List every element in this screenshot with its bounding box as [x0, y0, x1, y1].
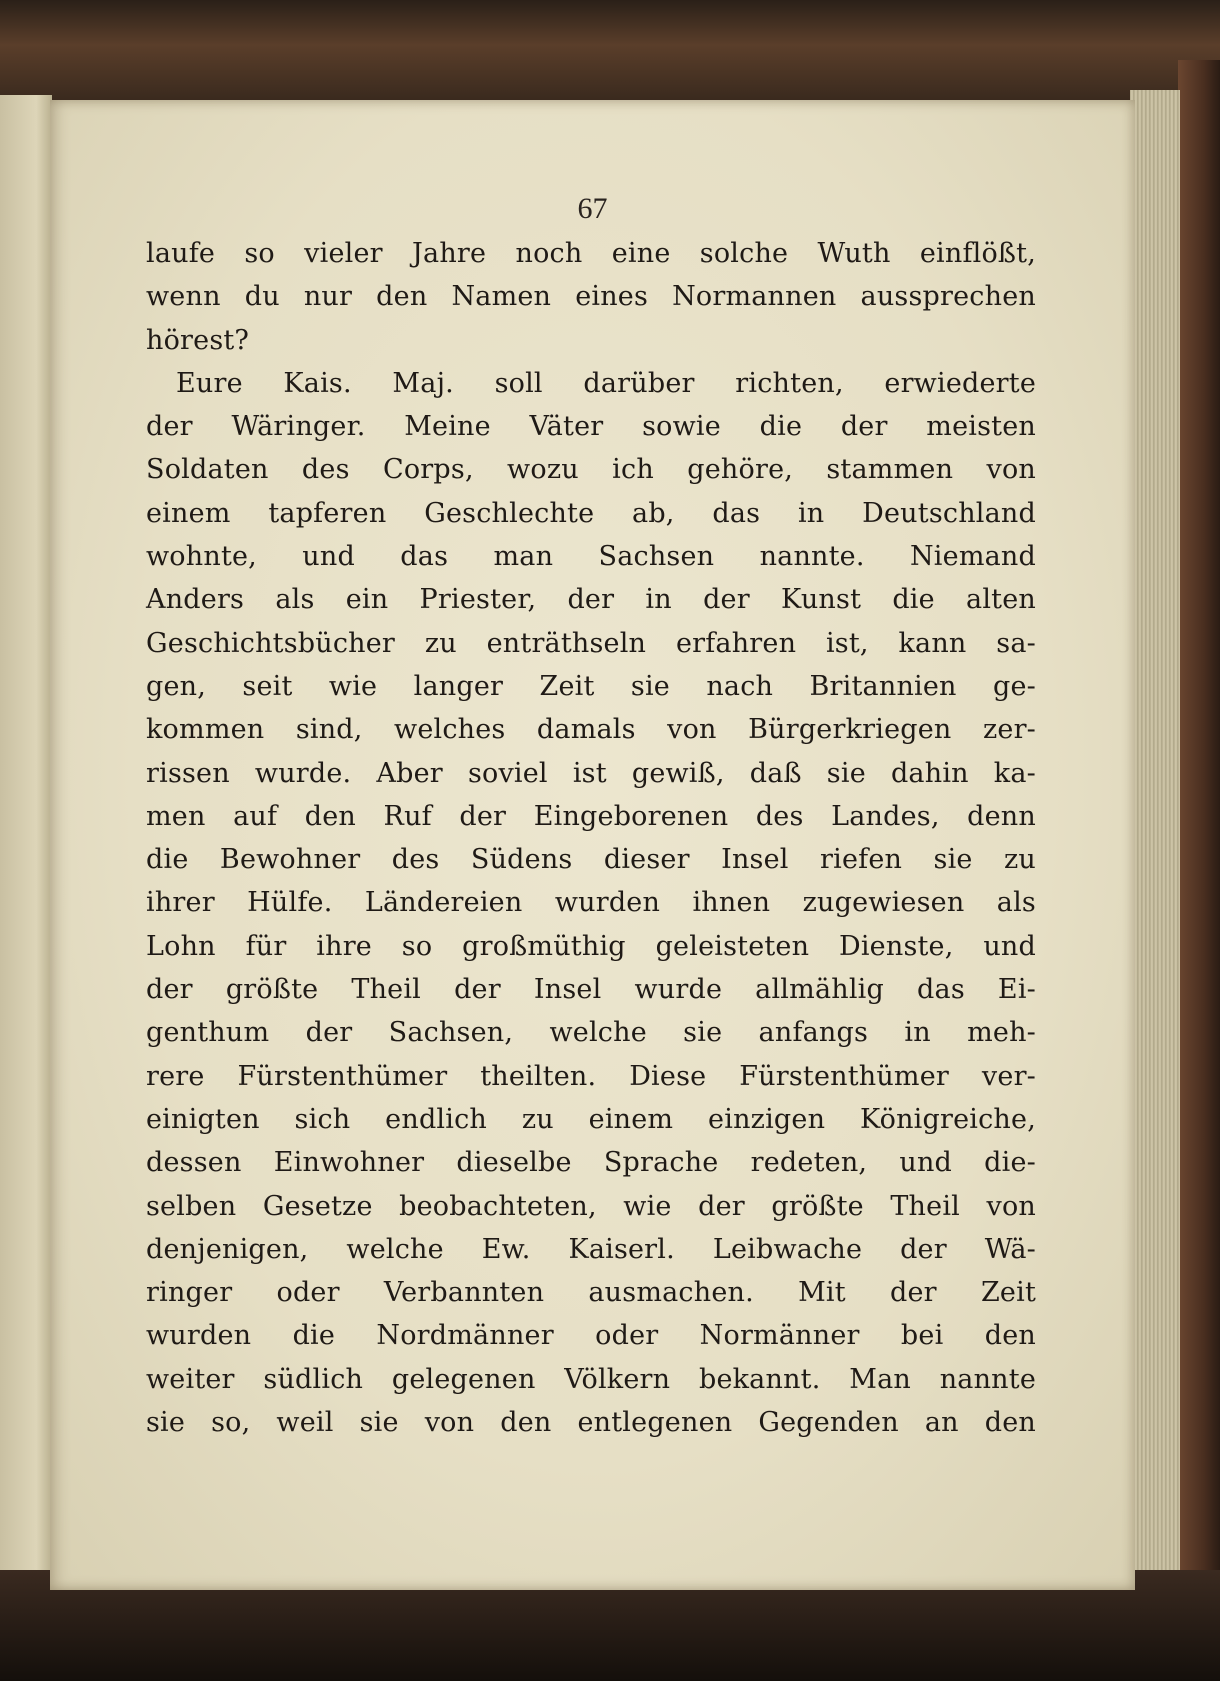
text-line: denjenigen, welche Ew. Kaiserl. Leibwache der Wä- [146, 1233, 1036, 1265]
text-line: laufe so vieler Jahre noch eine solche Wuth einflößt, [146, 238, 1036, 269]
page-stack-edges [1130, 90, 1180, 1600]
text-line: einigten sich endlich zu einem einzigen Königreiche, [146, 1103, 1036, 1135]
text-line: wenn du nur den Namen eines Normannen aussprechen [146, 281, 1036, 313]
page-number: 67 [577, 192, 608, 225]
text-line: einem tapferen Geschlechte ab, das in Deutschland [146, 497, 1036, 529]
text-line: genthum der Sachsen, welche sie anfangs in meh- [146, 1017, 1036, 1049]
book-cover-top [0, 0, 1220, 100]
book-page [50, 100, 1135, 1590]
text-line: rissen wurde. Aber soviel ist gewiß, daß sie dahin ka- [146, 757, 1036, 789]
page-text [146, 232, 1036, 1444]
text-line: gen, seit wie langer Zeit sie nach Britannien ge- [146, 670, 1036, 702]
text-line: wurden die Nordmänner oder Normänner bei den [146, 1320, 1036, 1352]
text-line: die Bewohner des Südens dieser Insel riefen sie zu [146, 844, 1036, 876]
text-line: sie so, weil sie von den entlegenen Gegenden an den [146, 1407, 1036, 1439]
text-line: rere Fürstenthümer theilten. Diese Fürstenthümer ver- [146, 1060, 1036, 1092]
text-line: men auf den Ruf der Eingeborenen des Landes, denn [146, 800, 1036, 832]
text-line: der größte Theil der Insel wurde allmählig das Ei- [146, 974, 1036, 1006]
text-line: Soldaten des Corps, wozu ich gehöre, stammen von [146, 454, 1036, 486]
text-line: weiter südlich gelegenen Völkern bekannt. Man nannte [146, 1363, 1036, 1395]
text-line: kommen sind, welches damals von Bürgerkriegen zer- [146, 714, 1036, 746]
text-line: selben Gesetze beobachteten, wie der größte Theil von [146, 1190, 1036, 1222]
text-line: der Wäringer. Meine Väter sowie die der meisten [146, 411, 1036, 443]
text-line: dessen Einwohner dieselbe Sprache redeten, und die- [146, 1147, 1036, 1179]
text-line: wohnte, und das man Sachsen nannte. Niemand [146, 541, 1036, 573]
book-cover-right [1178, 60, 1220, 1600]
text-line: Lohn für ihre so großmüthig geleisteten Dienste, und [146, 930, 1036, 962]
text-line: Anders als ein Priester, der in der Kunst die alten [146, 584, 1036, 616]
text-line: Eure Kais. Maj. soll darüber richten, erwiederte [176, 367, 1036, 399]
text-line: ihrer Hülfe. Ländereien wurden ihnen zugewiesen als [146, 887, 1036, 919]
text-line: ringer oder Verbannten ausmachen. Mit der Zeit [146, 1277, 1036, 1309]
facing-page-edge [0, 95, 52, 1595]
text-line: hörest? [146, 324, 250, 356]
text-line: Geschichtsbücher zu enträthseln erfahren ist, kann sa- [146, 627, 1036, 659]
